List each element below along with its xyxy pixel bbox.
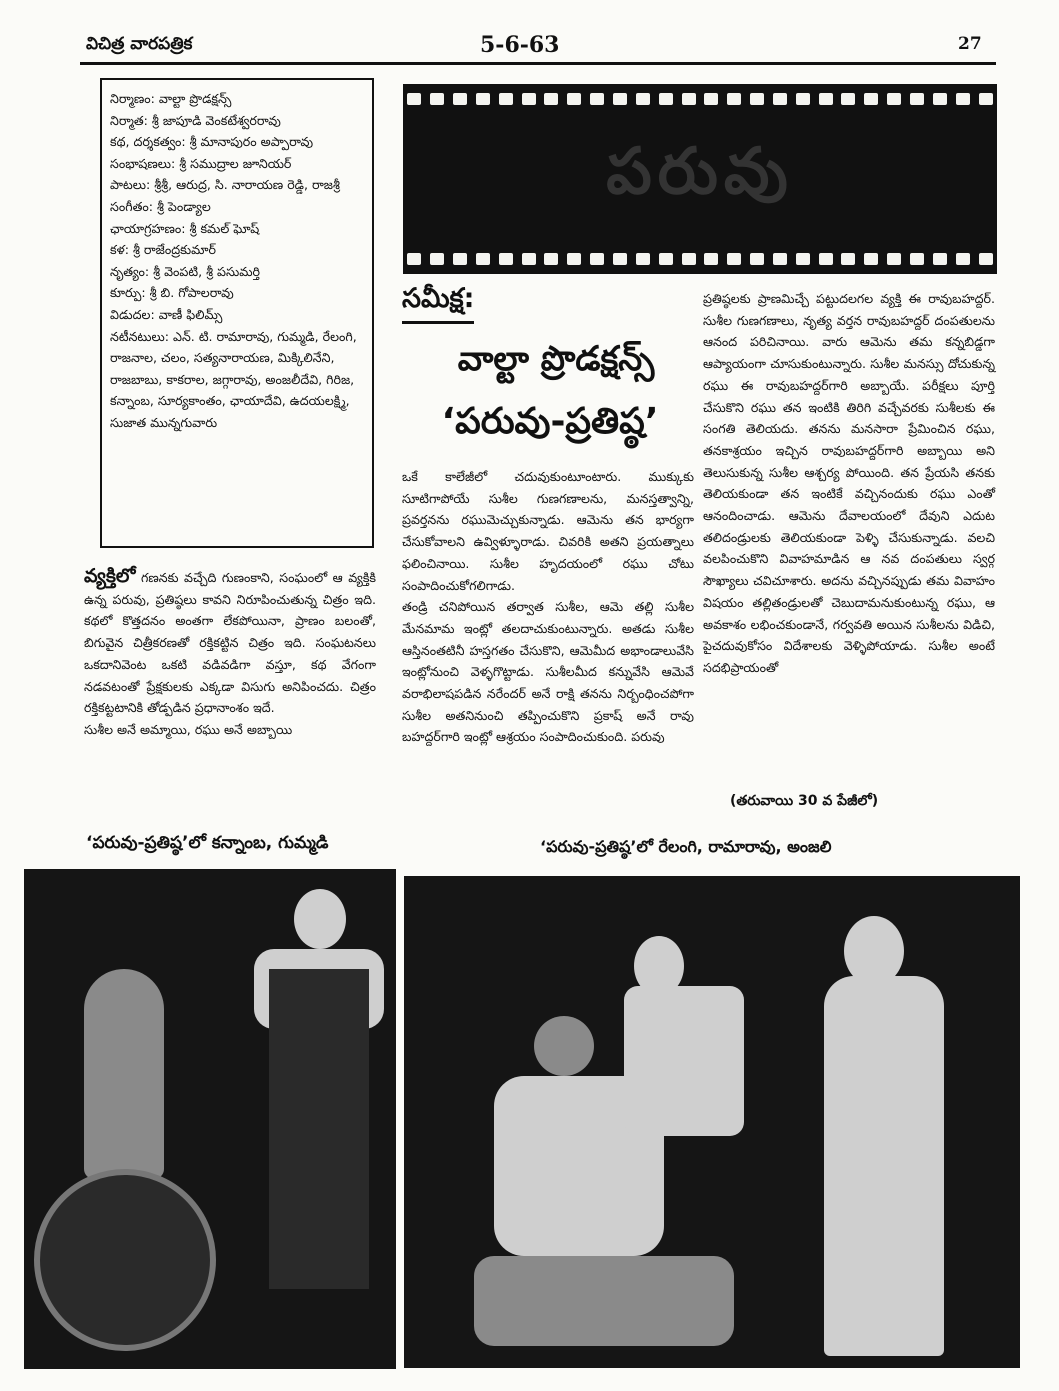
still-photo-2 [404,876,1020,1368]
credit-line: ఛాయాగ్రహణం: శ్రీ కమల్ ఘోష్ [110,220,260,236]
article-text: గణనకు వచ్చేది గుణంకాని, సంఘంలో ఆ వ్యక్తికి ఉన్న పరువు, ప్రతిష్ఠలు కావని నిరూపించుతున్న చిత్రం ఇది. కథలో కొత్తదనం అంతగా లేకపోయినా, ప్రాణం బలంతో, బిగువైన చిత్రీకరణతో రక్తికట్టిన చిత్రం ఇది. సంఘటనలు ఒకదానివెంట ఒకటి వడివడిగా వస్తూ, కథ వేగంగా నడవటంతో ప్రేక్షకులకు ఎక్కడా విసుగు అనిపించదు. చిత్రం రక్తికట్టటానికి తోడ్పడిన ప్రధానాంశం ఇదే. సుశీల అనే అమ్మాయి, రఘు అనే అబ్బాయి [84,570,376,737]
continued-note: (తరువాయి 30 వ పేజీలో) [730,793,879,809]
production-name: వాల్టా ప్రొడక్షన్స్ [457,339,655,379]
article-column-3: ప్రతిష్ఠలకు ప్రాణమిచ్చే పట్టుదలగల వ్యక్తి ఈ రావుబహద్దర్. సుశీల గుణగణాలు, నృత్య వర్తన రావుబహద్దర్ దంపతులను ఆనంద పరిచినాయి. వారు ఆమెను తమ కన్నబిడ్డగా ఆప్యాయంగా చూసుకుంటున్నారు. సుశీల మనస్సు దోచుకున్న రఘు ఈ రావుబహద్దర్‌గారి అబ్బాయే. పరీక్షలు పూర్తి చేసుకొని రఘు తన ఇంటికి తిరిగి వచ్చేవరకు సుశీలకు ఈ సంగతి తెలియదు. తనను మనసారా ప్రేమించిన రఘు, తనకాశ్రయం ఇచ్చిన రావుబహద్దర్‌గారి అబ్బాయి అని తెలుసుకున్న సుశీల ఆశ్చర్య పోయింది. తన ప్రేయసి తనకు తెలియకుండా తన ఇంటికే వచ్చినందుకు రఘు ఎంతో ఆనందించాడు. ఆమెను దేవాలయంలో దేవుని ఎదుట తలిదండ్రులకు తెలియకుండా పెళ్ళి చేసుకున్నాడు. వలచి వలపించుకొని వివాహమాడిన ఆ నవ దంపతులు స్వర్గ సౌఖ్యాలు చవిచూశారు. అదను వచ్చినప్పుడు తమ వివాహం విషయం తల్లితండ్రులతో చెబుదామనుకుంటున్న రఘు, ఆ అవకాశం లభించకుండానే, గర్వవతి అయిన సుశీలను విడిచి, పైచదువుకోసం విదేశాలకు వెళ్ళిపోయాడు. సుశీల అంటే సదభిప్రాయంతో [703,291,995,675]
photo-caption-2: ‘పరువు-ప్రతిష్ఠ’లో రేలంగి, రామారావు, అంజలి [540,837,832,856]
credits-box [100,78,374,548]
section-label: సమీక్ష: [402,283,474,324]
movie-title: ‘పరువు-ప్రతిష్ఠ’ [441,401,659,442]
credit-line: సంగీతం: శ్రీ పెండ్యాల [110,198,211,214]
lead-word: వ్యక్తిలో [84,565,136,587]
header-rule [80,62,996,65]
credit-line: కళ: శ్రీ రాజేంద్రకుమార్ [110,242,216,258]
credit-line: కథ, దర్శకత్వం: శ్రీ మానాపురం అప్పారావు [110,134,314,150]
issue-date: 5-6-63 [480,32,560,58]
credit-line: సంభాషణలు: శ్రీ సముద్రాల జూనియర్ [110,155,292,171]
page-number: 27 [958,34,982,54]
credit-line: నటీనటులు: ఎన్. టి. రామారావు, గుమ్మడి, రేలంగి, రాజనాల, చలం, సత్యనారాయణ, మిక్కిలినేని, రాజబాబు, కాకరాల, జగ్గారావు, అంజలీదేవి, గిరిజ, కన్నాంబ, సూర్యకాంతం, ఛాయాదేవి, ఉదయలక్ష్మి, సుజాత మున్నగువారు [110,328,357,430]
photo-caption-1: ‘పరువు-ప్రతిష్ఠ’లో కన్నాంబ, గుమ్మడి [86,833,329,853]
film-perforations [403,248,997,270]
film-title-logo: పరువు [606,134,794,209]
credit-line: నిర్మాణం: వాల్టా ప్రొడక్షన్స్ [110,91,232,106]
film-perforations [403,88,997,110]
magazine-name: విచిత్ర వారపత్రిక [86,34,193,54]
article-column-2: ఒకే కాలేజీలో చదువుకుంటూంటారు. ముక్కుకు సూటిగాపోయే సుశీల గుణగణాలను, మనస్తత్వాన్ని, ప్రవర్తనను రఘుమెచ్చుకున్నాడు. ఆమెను తన భార్యగా చేసుకోవాలని ఉవ్విళ్ళూరాడు. చివరికి అతని ప్రయత్నాలు ఫలించినాయి. సుశీల హృదయంలో రఘు చోటు సంపాదించుకోగలిగాడు. తండ్రి చనిపోయిన తర్వాత సుశీల, ఆమె తల్లి సుశీల మేనమామ ఇంట్లో తలదాచుకుంటున్నారు. అతడు సుశీల ఆస్తినంతటినీ హస్తగతం చేసుకొని, ఆమెమీద అభాండాలువేసి ఇంట్లోనుంచి వెళ్ళగొట్టాడు. సుశీలమీద కన్నువేసి ఆమెవే వరాభిలాషపడిన నరేందర్ అనే రాక్షి తనను నిర్బంధించపోగా సుశీల అతనినుంచి తప్పించుకొని ప్రకాష్ అనే రావు బహద్దర్‌గారి ఇంట్లో ఆశ్రయం సంపాదించుకుంది. పరువు [402,469,694,745]
credit-line: నృత్యం: శ్రీ వెంపటి, శ్రీ పసుమర్తి [110,263,260,279]
still-photo-1 [24,869,396,1369]
credit-line: నిర్మాత: శ్రీ జాపూడి వెంకటేశ్వరరావు [110,112,281,128]
film-strip-banner [403,84,997,274]
credit-line: పాటలు: శ్రీశ్రీ, ఆరుద్ర, సి. నారాయణ రెడ్డి, రాజశ్రీ [110,177,340,193]
article-column-1 [84,566,376,741]
credit-line: కూర్పు: శ్రీ బి. గోపాలరావు [110,285,234,301]
credit-line: విడుదల: వాణీ ఫిలిమ్స్ [110,306,223,322]
